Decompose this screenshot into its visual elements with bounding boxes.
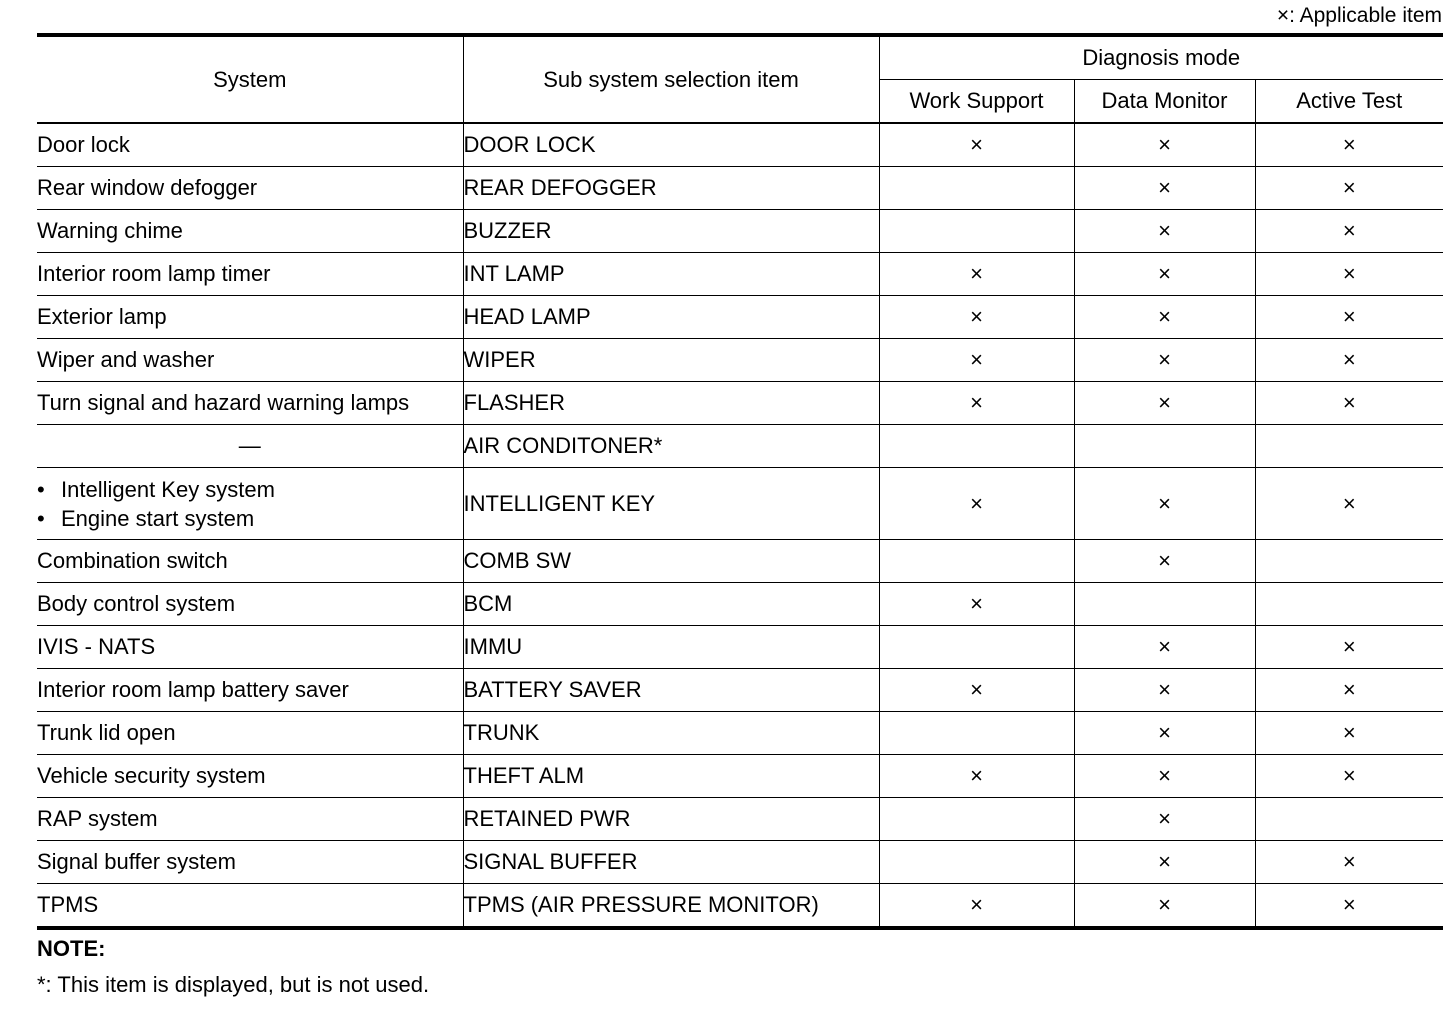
work-mark-cell [879, 540, 1074, 583]
system-cell: Wiper and washer [37, 339, 463, 382]
sub-system-cell: TRUNK [463, 712, 879, 755]
work-mark-cell: × [879, 382, 1074, 425]
sub-system-cell: BCM [463, 583, 879, 626]
work-mark-cell [879, 626, 1074, 669]
system-cell: TPMS [37, 884, 463, 929]
system-cell: Trunk lid open [37, 712, 463, 755]
active-mark-cell: × [1255, 167, 1443, 210]
system-cell [37, 468, 463, 540]
work-mark-cell [879, 841, 1074, 884]
table-row [37, 339, 1443, 382]
active-mark-cell: × [1255, 884, 1443, 929]
active-mark-cell [1255, 583, 1443, 626]
data-mark-cell: × [1074, 123, 1255, 167]
data-mark-cell: × [1074, 669, 1255, 712]
sub-system-cell: IMMU [463, 626, 879, 669]
table-row [37, 884, 1443, 929]
table-row [37, 798, 1443, 841]
sub-system-cell: AIR CONDITONER* [463, 425, 879, 468]
work-mark-cell [879, 798, 1074, 841]
work-mark-cell [879, 712, 1074, 755]
data-mark-cell [1074, 583, 1255, 626]
table-row [37, 583, 1443, 626]
data-mark-cell: × [1074, 468, 1255, 540]
data-mark-cell: × [1074, 167, 1255, 210]
sub-system-cell: SIGNAL BUFFER [463, 841, 879, 884]
active-mark-cell: × [1255, 712, 1443, 755]
active-mark-cell [1255, 798, 1443, 841]
table-row [37, 425, 1443, 468]
data-mark-cell: × [1074, 382, 1255, 425]
active-mark-cell [1255, 540, 1443, 583]
data-mark-cell: × [1074, 841, 1255, 884]
work-mark-cell: × [879, 123, 1074, 167]
active-mark-cell: × [1255, 755, 1443, 798]
data-mark-cell: × [1074, 339, 1255, 382]
active-mark-cell: × [1255, 123, 1443, 167]
data-mark-cell: × [1074, 296, 1255, 339]
table-row [37, 468, 1443, 540]
active-mark-cell: × [1255, 296, 1443, 339]
sub-system-cell: DOOR LOCK [463, 123, 879, 167]
sub-system-cell: TPMS (AIR PRESSURE MONITOR) [463, 884, 879, 929]
active-mark-cell: × [1255, 253, 1443, 296]
header-diagnosis-mode: Diagnosis mode [879, 35, 1443, 80]
work-mark-cell [879, 425, 1074, 468]
table-row [37, 755, 1443, 798]
sub-system-cell: BUZZER [463, 210, 879, 253]
header-work-support: Work Support [879, 80, 1074, 124]
system-cell: Warning chime [37, 210, 463, 253]
work-mark-cell: × [879, 755, 1074, 798]
work-mark-cell: × [879, 669, 1074, 712]
system-cell: Interior room lamp timer [37, 253, 463, 296]
work-mark-cell [879, 210, 1074, 253]
table-row [37, 382, 1443, 425]
sub-system-cell: INTELLIGENT KEY [463, 468, 879, 540]
system-cell: Combination switch [37, 540, 463, 583]
system-bullet-list [37, 475, 463, 533]
data-mark-cell: × [1074, 712, 1255, 755]
note-text: *: This item is displayed, but is not used. [37, 972, 430, 997]
sub-system-cell: WIPER [463, 339, 879, 382]
active-mark-cell: × [1255, 841, 1443, 884]
note-title: NOTE: [37, 936, 106, 961]
data-mark-cell: × [1074, 755, 1255, 798]
table-row [37, 841, 1443, 884]
sub-system-cell: BATTERY SAVER [463, 669, 879, 712]
work-mark-cell: × [879, 339, 1074, 382]
system-bullet-item: • Engine start system [37, 504, 463, 533]
data-mark-cell: × [1074, 884, 1255, 929]
active-mark-cell: × [1255, 669, 1443, 712]
data-mark-cell: × [1074, 798, 1255, 841]
table-row [37, 167, 1443, 210]
system-cell: Door lock [37, 123, 463, 167]
system-cell: IVIS - NATS [37, 626, 463, 669]
system-cell: Interior room lamp battery saver [37, 669, 463, 712]
table-row [37, 123, 1443, 167]
active-mark-cell: × [1255, 339, 1443, 382]
diagnosis-mode-table [37, 33, 1443, 930]
table-row [37, 712, 1443, 755]
header-active-test: Active Test [1255, 80, 1443, 124]
system-cell: Exterior lamp [37, 296, 463, 339]
system-cell: Vehicle security system [37, 755, 463, 798]
data-mark-cell: × [1074, 540, 1255, 583]
system-cell: RAP system [37, 798, 463, 841]
active-mark-cell: × [1255, 626, 1443, 669]
work-mark-cell: × [879, 583, 1074, 626]
work-mark-cell [879, 167, 1074, 210]
sub-system-cell: FLASHER [463, 382, 879, 425]
table-row [37, 669, 1443, 712]
work-mark-cell: × [879, 253, 1074, 296]
system-cell: — [37, 425, 463, 468]
header-data-monitor: Data Monitor [1074, 80, 1255, 124]
sub-system-cell: INT LAMP [463, 253, 879, 296]
table-row [37, 296, 1443, 339]
data-mark-cell: × [1074, 210, 1255, 253]
sub-system-cell: RETAINED PWR [463, 798, 879, 841]
system-bullet-item: • Intelligent Key system [37, 475, 463, 504]
work-mark-cell: × [879, 296, 1074, 339]
header-sub-system: Sub system selection item [463, 35, 879, 123]
data-mark-cell [1074, 425, 1255, 468]
sub-system-cell: HEAD LAMP [463, 296, 879, 339]
system-cell: Rear window defogger [37, 167, 463, 210]
sub-system-cell: REAR DEFOGGER [463, 167, 879, 210]
work-mark-cell: × [879, 468, 1074, 540]
system-cell: Turn signal and hazard warning lamps [37, 382, 463, 425]
sub-system-cell: THEFT ALM [463, 755, 879, 798]
active-mark-cell: × [1255, 210, 1443, 253]
active-mark-cell [1255, 425, 1443, 468]
table-row [37, 210, 1443, 253]
table-row [37, 253, 1443, 296]
applicable-item-legend: ×: Applicable item [1276, 4, 1442, 27]
active-mark-cell: × [1255, 382, 1443, 425]
work-mark-cell: × [879, 884, 1074, 929]
sub-system-cell: COMB SW [463, 540, 879, 583]
system-cell: Body control system [37, 583, 463, 626]
header-system: System [37, 35, 463, 123]
data-mark-cell: × [1074, 253, 1255, 296]
table-row [37, 540, 1443, 583]
data-mark-cell: × [1074, 626, 1255, 669]
system-cell: Signal buffer system [37, 841, 463, 884]
table-row [37, 626, 1443, 669]
active-mark-cell: × [1255, 468, 1443, 540]
